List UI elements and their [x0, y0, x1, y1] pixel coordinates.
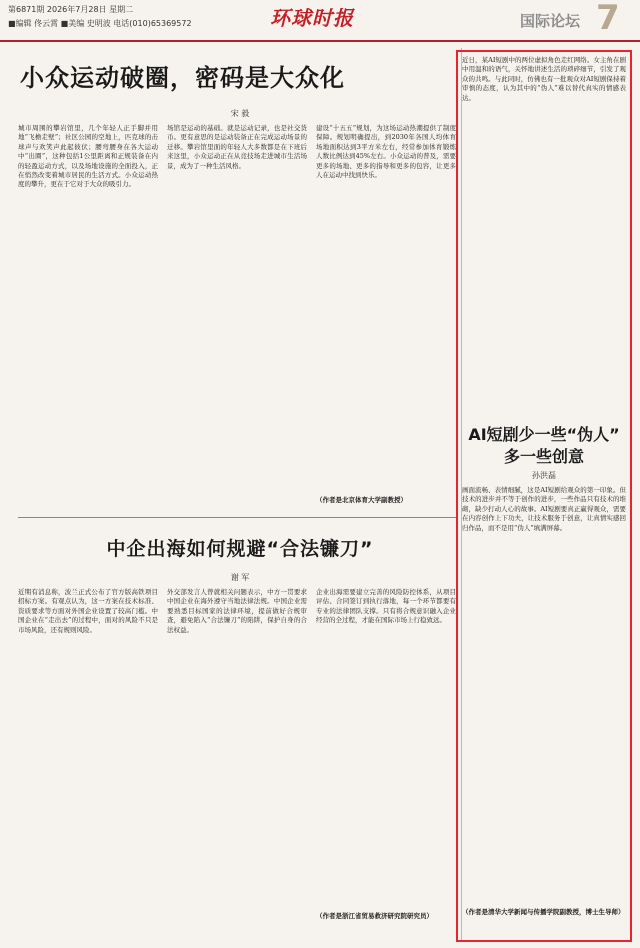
phone-number: 电话(010)65369572	[113, 19, 192, 28]
article1-author-note: （作者是北京体育大学副教授）	[316, 496, 407, 504]
article1-byline: 宋 毅	[230, 109, 250, 118]
article2-column-1: 近期有消息称，波兰正式公布了官方版高铁项目招标方案。有观点认为，这一方案在技术标准、资质要求等方面对外国企业设置了较高门槛。中国企业在“走出去”的过程中，面对的风险不只是市场风险，还有规则风险。	[18, 588, 158, 634]
article3-body: 画面流畅、表情细腻，这是AI短剧给观众的第一印象。但技术的进步并不等于创作的进步，一些作品只有技术的堆砌，缺少打动人心的故事。AI短剧要真正赢得观众，需要在内容创作上下功夫，让技术服务于创意，让真情实感回归作品，而不是用“伪人”填满屏幕。	[462, 486, 626, 532]
newspaper-logo: 环球时报	[270, 6, 354, 30]
staff-line	[8, 18, 192, 29]
article3-byline: 孙洪磊	[532, 471, 556, 480]
article2-column-2: 外交部发言人曾就相关问题表示，中方一贯要求中国企业在海外遵守当地法律法规。中国企业需要熟悉目标国家的法律环境，提前做好合规审查，避免陷入“合法镰刀”的陷阱，保护自身的合法权益。	[167, 588, 307, 634]
issue-line	[8, 4, 133, 15]
page-number: 7	[596, 0, 620, 38]
article2-byline: 谢 军	[230, 573, 250, 582]
article3-author-note: （作者是清华大学新闻与传播学院副教授，博士生导师）	[462, 908, 625, 916]
issue-weekday: 星期二	[109, 5, 134, 14]
section-title: 国际论坛	[520, 12, 581, 30]
article-divider	[18, 517, 456, 518]
article1-column-3: 建设“十五五”规划，为这场运动热潮提供了制度保障。规划明确提出，到2030年各国人均体育场地面积达到3平方米左右，经常参加体育锻炼人数比例达到45%左右。小众运动的普及，需要更多的场地、更多的指导和更多的包容，让更多人在运动中找到快乐。	[316, 124, 456, 180]
article1-column-1: 城市周围的攀岩馆里，几个年轻人正手脚并用地“飞檐走壁”；社区公园的空地上，匹克球的击球声与欢笑声此起彼伏；腰弯腰身在各大运动中“出圈”，这种包括1公里距离和正规装备在内的轻盈运动方式，以及场地设施的全面投入，正在悄然改变着城市居民的生活方式。小众运动热度的攀升，更在于它对于大众的吸引力。	[18, 124, 158, 189]
article2-column-3: 企业出海需要建立完善的风险防控体系，从项目评估、合同签订到执行落地，每一个环节都要有专业的法律团队支撑。只有将合规意识融入企业经营的全过程，才能在国际市场上行稳致远。	[316, 588, 456, 625]
article1-column-2: 场馆是运动的基础。就是运动记录，也是社交货币。更有意思的是运动装备正在完成运动场景的迁移。攀岩馆里面的年轻人大多数都是在下班后来这里，小众运动正在从竞技场走进城市生活场景，成为了一种生活风格。	[167, 124, 307, 170]
article3-intro: 近日，某AI短剧中的两位虚拟角色走红网络。女主角在剧中用温和的语气，关怀地讲述生活的琐碎细节，引发了观众的共鸣。与此同时，仿佛也有一批观众对AI短剧保持着审慎的态度，认为其中的“伪人”难以替代真实的情感表达。	[462, 56, 626, 102]
article1-headline: 小众运动破圈，密码是大众化	[20, 64, 345, 92]
designer-credit: ■美编 史明波	[60, 19, 111, 28]
masthead	[0, 0, 640, 42]
article2-headline: 中企出海如何规避“合法镰刀”	[106, 538, 374, 560]
article3-headline: AI短剧少一些“伪人” 多一些创意	[468, 425, 620, 466]
issue-date: 2026年7月28日	[46, 5, 107, 14]
editor-credit: ■编辑 佟云霄	[8, 19, 59, 28]
issue-number: 第6871期	[8, 5, 45, 14]
article2-author-note: （作者是浙江省贸易救济研究院研究员）	[316, 912, 433, 920]
